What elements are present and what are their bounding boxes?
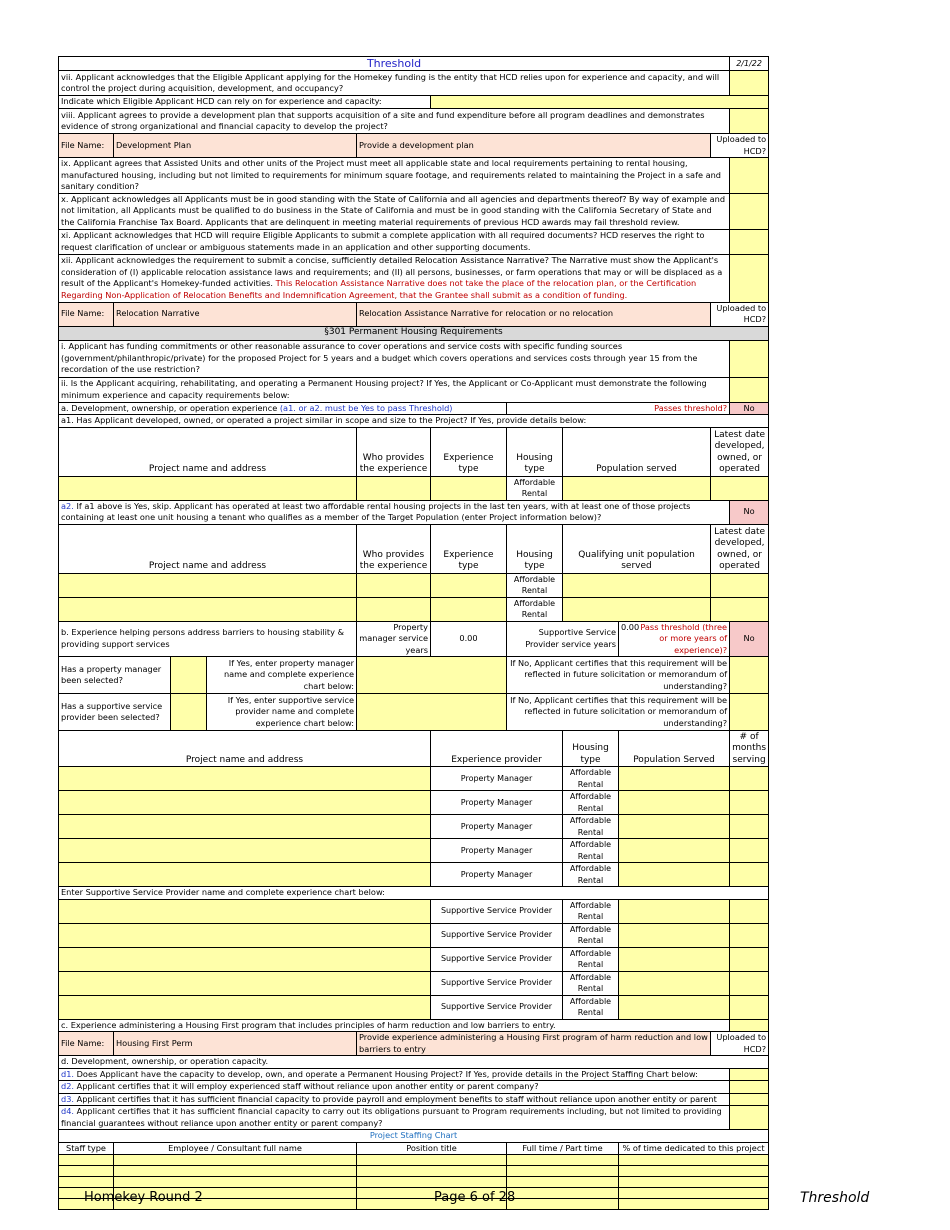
staff-input[interactable] <box>59 1166 114 1177</box>
ss-months-input[interactable] <box>730 923 769 947</box>
experience-provider: Property Manager <box>431 791 563 815</box>
ss-selected-label: Has a supportive service provider been selected? <box>59 694 171 731</box>
date-label: 2/1/22 <box>730 57 769 71</box>
b-pass-text: Pass threshold (three or more years of experience)? <box>640 621 728 655</box>
passes-threshold-label: Passes threshold? <box>507 402 730 415</box>
ss-project-input[interactable] <box>59 971 431 995</box>
pm-months-input[interactable] <box>730 815 769 839</box>
a1-project-input[interactable] <box>59 476 357 500</box>
passes-threshold-value: No <box>730 402 769 415</box>
item-vii: vii. Applicant acknowledges that the Eligible Applicant applying for the Homekey funding is the entity that HCD relies upon for experience and capacity, and will control the project during acquisition, development, and occupancy? <box>59 71 730 96</box>
answer-xii[interactable] <box>730 254 769 302</box>
ss-months-input[interactable] <box>730 947 769 971</box>
answer-x[interactable] <box>730 193 769 229</box>
col-header: Experience type <box>431 427 507 476</box>
col-header: # of months serving <box>730 731 769 767</box>
a2-provider-input[interactable] <box>357 597 431 621</box>
experience-provider: Property Manager <box>431 767 563 791</box>
pm-name-input[interactable] <box>357 657 507 694</box>
ss-population-input[interactable] <box>619 995 730 1019</box>
item-d: d. Development, ownership, or operation capacity. <box>59 1056 769 1069</box>
col-header: Staff type <box>59 1142 114 1155</box>
d3-text: Applicant certifies that it has sufficient financial capacity to provide payroll and employment benefits to staff without reliance upon another entity or parent <box>76 1093 717 1104</box>
d2-text: Applicant certifies that it will employ experienced staff without reliance upon another entity or parent company? <box>76 1081 539 1091</box>
staff-input[interactable] <box>619 1177 769 1188</box>
staff-input[interactable] <box>507 1188 619 1199</box>
housing-type: Affordable Rental <box>563 863 619 887</box>
a2-provider-input[interactable] <box>357 573 431 597</box>
col-header: Position title <box>357 1142 507 1155</box>
d1-text: Does Applicant have the capacity to develop, own, and operate a Permanent Housing Project? If Yes, provide details in the Project Staffing Chart below: <box>76 1068 698 1079</box>
experience-provider: Property Manager <box>431 815 563 839</box>
pm-population-input[interactable] <box>619 815 730 839</box>
col-header: Experience type <box>431 524 507 573</box>
staff-input[interactable] <box>357 1166 507 1177</box>
pm-project-input[interactable] <box>59 863 431 887</box>
ss-months-input[interactable] <box>730 995 769 1019</box>
ss-months-input[interactable] <box>730 899 769 923</box>
staffing-title: Project Staffing Chart <box>59 1130 769 1143</box>
item-d3 <box>59 1093 730 1106</box>
a2-label: a2. <box>61 500 74 511</box>
a2-project-input[interactable] <box>59 597 357 621</box>
item-i: i. Applicant has funding commitments or other reasonable assurance to cover operations and service costs with specific funding sources (government/philanthropic/private) for the proposed Project for 5 years and a budget which covers operations and services costs through year 15 from the recordation of the use restriction? <box>59 340 730 377</box>
pm-project-input[interactable] <box>59 839 431 863</box>
file-name-housing-first: Housing First Perm <box>114 1032 357 1056</box>
pm-years-label: Property manager service years <box>357 621 431 657</box>
eligible-applicant-input[interactable] <box>431 96 769 109</box>
staff-input[interactable] <box>114 1166 357 1177</box>
experience-provider: Supportive Service Provider <box>431 971 563 995</box>
pm-certify-input[interactable] <box>730 657 769 694</box>
staff-input[interactable] <box>619 1188 769 1199</box>
ss-project-input[interactable] <box>59 923 431 947</box>
staff-input[interactable] <box>507 1166 619 1177</box>
d1-label: d1. <box>61 1068 75 1079</box>
pm-population-input[interactable] <box>619 839 730 863</box>
item-c: c. Experience administering a Housing First program that includes principles of harm reduction and low barriers to entry. <box>59 1019 730 1032</box>
answer-d3[interactable] <box>730 1093 769 1106</box>
footer-page-number: Page 6 of 28 <box>434 1190 516 1205</box>
col-header: Latest date developed, owned, or operated <box>711 524 769 573</box>
staff-input[interactable] <box>114 1155 357 1166</box>
item-a1: a1. Has Applicant developed, owned, or operated a project similar in scope and size to the Project? If Yes, provide details below: <box>59 415 769 428</box>
col-header: Who provides the experience <box>357 427 431 476</box>
housing-type: Affordable Rental <box>563 995 619 1019</box>
pm-population-input[interactable] <box>619 767 730 791</box>
xii-text: xii. Applicant acknowledges the requirement to submit a concise, sufficiently detailed Relocation Assistance Narrative? The Narrative must show the Applicant's consideration of (I) applicable relocation assistance laws and requirements; and (II) all persons, businesses, or farm operations that may or will be displaced as a result of the Applicant's Homekey-funded activities. <box>61 255 723 288</box>
item-a-note: (a1. or a2. must be Yes to pass Threshold) <box>279 402 453 413</box>
a2-date-input[interactable] <box>711 597 769 621</box>
ss-project-input[interactable] <box>59 995 431 1019</box>
item-a2 <box>59 500 730 524</box>
file-name-label: File Name: <box>59 1032 114 1056</box>
d3-label: d3. <box>61 1093 75 1104</box>
col-header: Project name and address <box>59 524 357 573</box>
b-pass-label <box>619 621 730 657</box>
ss-certify-input[interactable] <box>730 694 769 731</box>
a2-project-input[interactable] <box>59 573 357 597</box>
d4-label: d4. <box>61 1106 75 1116</box>
threshold-form <box>58 56 768 1210</box>
housing-type: Affordable Rental <box>563 899 619 923</box>
col-header: Qualifying unit population served <box>563 524 711 573</box>
ss-yes-label: If Yes, enter supportive service provider name and complete experience chart below: <box>207 694 357 731</box>
housing-type: Affordable Rental <box>563 791 619 815</box>
uploaded-label: Uploaded to HCD? <box>711 1032 769 1056</box>
a2-experience-input[interactable] <box>431 597 507 621</box>
housing-type: Affordable Rental <box>563 947 619 971</box>
col-header: Project name and address <box>59 731 431 767</box>
a2-population-input[interactable] <box>563 597 711 621</box>
uploaded-label: Uploaded to HCD? <box>711 134 769 158</box>
pm-months-input[interactable] <box>730 839 769 863</box>
answer-c[interactable] <box>730 1019 769 1032</box>
pm-yes-label: If Yes, enter property manager name and complete experience chart below: <box>207 657 357 694</box>
a1-date-input[interactable] <box>711 476 769 500</box>
experience-provider: Property Manager <box>431 839 563 863</box>
a1-experience-input[interactable] <box>431 476 507 500</box>
d2-label: d2. <box>61 1081 75 1091</box>
file-description: Relocation Assistance Narrative for relocation or no relocation <box>357 302 711 326</box>
col-header: Experience provider <box>431 731 563 767</box>
housing-type: Affordable Rental <box>563 815 619 839</box>
item-x: x. Applicant acknowledges all Applicants must be in good standing with the State of California and all agencies and departments thereof? By way of example and not limitation, all Applicants must be qualified to do business in the State of California and must be in good standing with the California Secretary of State and the California Franchise Tax Board. Applicants that are delinquent in meeting material requirements of previous HCD awards may fail threshold review. <box>59 193 730 229</box>
item-xi: xi. Applicant acknowledges that HCD will require Eligible Applicants to submit a complete application with all required documents? HCD reserves the right to request clarification of unclear or ambiguous statements made in an application and other supporting documents. <box>59 229 730 254</box>
b-pass-value: No <box>730 621 769 657</box>
item-b: b. Experience helping persons address barriers to housing stability & providing support services <box>59 621 357 657</box>
pm-months-input[interactable] <box>730 767 769 791</box>
col-header: Latest date developed, owned, or operated <box>711 427 769 476</box>
indicate-label: Indicate which Eligible Applicant HCD can rely on for experience and capacity: <box>59 96 431 109</box>
item-xii <box>59 254 730 302</box>
experience-provider: Supportive Service Provider <box>431 923 563 947</box>
staff-input[interactable] <box>507 1177 619 1188</box>
col-header: Population served <box>563 427 711 476</box>
ss-population-input[interactable] <box>619 923 730 947</box>
staff-input[interactable] <box>619 1199 769 1210</box>
item-ix: ix. Applicant agrees that Assisted Units and other units of the Project must meet all applicable state and local requirements pertaining to rental housing, manufactured housing, including but not limited to requirements for minimum square footage, and requirements related to maintaining the Project in a safe and sanitary condition? <box>59 158 730 194</box>
answer-vii[interactable] <box>730 71 769 96</box>
col-header: % of time dedicated to this project <box>619 1142 769 1155</box>
staff-input[interactable] <box>357 1155 507 1166</box>
ss-selected-input[interactable] <box>171 694 207 731</box>
section-title: §301 Permanent Housing Requirements <box>59 326 769 340</box>
experience-provider: Supportive Service Provider <box>431 947 563 971</box>
item-a-text: a. Development, ownership, or operation experience <box>61 402 278 413</box>
footer-right: Threshold <box>800 1190 870 1206</box>
staff-input[interactable] <box>507 1199 619 1210</box>
staff-input[interactable] <box>619 1166 769 1177</box>
a2-experience-input[interactable] <box>431 573 507 597</box>
a2-population-input[interactable] <box>563 573 711 597</box>
file-description: Provide a development plan <box>357 134 711 158</box>
housing-type: Affordable Rental <box>563 923 619 947</box>
a2-text: If a1 above is Yes, skip. Applicant has operated at least two affordable rental housing projects in the last ten years, with at least one of those projects containing at least one unit housing a tenant who qualifies as a member of the Target Population (enter Project information below)? <box>61 500 691 522</box>
ss-years-label: Supportive Service Provider service years <box>507 621 619 657</box>
experience-provider: Property Manager <box>431 863 563 887</box>
answer-d1[interactable] <box>730 1068 769 1081</box>
ss-population-input[interactable] <box>619 947 730 971</box>
answer-ix[interactable] <box>730 158 769 194</box>
item-viii: viii. Applicant agrees to provide a development plan that supports acquisition of a site and fund expenditure before all program deadlines and demonstrates evidence of strong organizational and financial capacity to develop the project? <box>59 109 730 134</box>
pm-months-input[interactable] <box>730 791 769 815</box>
pm-no-label: If No, Applicant certifies that this requirement will be reflected in future solicitation or memorandum of understanding? <box>507 657 730 694</box>
answer-xi[interactable] <box>730 229 769 254</box>
staff-input[interactable] <box>59 1155 114 1166</box>
file-name-development-plan: Development Plan <box>114 134 357 158</box>
pm-population-input[interactable] <box>619 863 730 887</box>
a2-date-input[interactable] <box>711 573 769 597</box>
col-header: Who provides the experience <box>357 524 431 573</box>
a1-provider-input[interactable] <box>357 476 431 500</box>
answer-viii[interactable] <box>730 109 769 134</box>
housing-type: Affordable Rental <box>563 767 619 791</box>
item-ii: ii. Is the Applicant acquiring, rehabilitating, and operating a Permanent Housing project? If Yes, the Applicant or Co-Applicant must demonstrate the following minimum experience and capacity requirements below: <box>59 377 730 402</box>
answer-d4[interactable] <box>730 1106 769 1130</box>
col-header: Full time / Part time <box>507 1142 619 1155</box>
col-header: Housing type <box>507 524 563 573</box>
housing-type: Affordable Rental <box>563 839 619 863</box>
file-description: Provide experience administering a Housing First program of harm reduction and low barriers to entry <box>357 1032 711 1056</box>
file-name-label: File Name: <box>59 302 114 326</box>
housing-type: Affordable Rental <box>563 971 619 995</box>
ss-name-input[interactable] <box>357 694 507 731</box>
file-name-label: File Name: <box>59 134 114 158</box>
ss-project-input[interactable] <box>59 899 431 923</box>
footer-left: Homekey Round 2 <box>84 1190 203 1205</box>
experience-provider: Supportive Service Provider <box>431 899 563 923</box>
item-a <box>59 402 507 415</box>
pm-project-input[interactable] <box>59 767 431 791</box>
a2-value: No <box>730 500 769 524</box>
a1-population-input[interactable] <box>563 476 711 500</box>
file-name-relocation: Relocation Narrative <box>114 302 357 326</box>
staff-input[interactable] <box>507 1155 619 1166</box>
answer-ii[interactable] <box>730 377 769 402</box>
housing-type: Affordable Rental <box>507 597 563 621</box>
ss-enter-label: Enter Supportive Service Provider name and complete experience chart below: <box>59 887 769 900</box>
d4-text: Applicant certifies that it has sufficient financial capacity to carry out its obligations pursuant to Program requirements including, but not limited to providing financial guarantees without reliance upon another entity or parent company? <box>61 1106 722 1128</box>
ss-population-input[interactable] <box>619 899 730 923</box>
pm-years-value: 0.00 <box>431 621 507 657</box>
item-d2 <box>59 1081 730 1094</box>
col-header: Housing type <box>507 427 563 476</box>
answer-d2[interactable] <box>730 1081 769 1094</box>
pm-population-input[interactable] <box>619 791 730 815</box>
col-header: Project name and address <box>59 427 357 476</box>
pm-selected-label: Has a property manager been selected? <box>59 657 171 694</box>
ss-no-label: If No, Applicant certifies that this requirement will be reflected in future solicitation or memorandum of understanding? <box>507 694 730 731</box>
staff-input[interactable] <box>114 1177 357 1188</box>
pm-project-input[interactable] <box>59 791 431 815</box>
page-title: Threshold <box>59 57 730 71</box>
staff-input[interactable] <box>59 1177 114 1188</box>
pm-project-input[interactable] <box>59 815 431 839</box>
item-d1 <box>59 1068 730 1081</box>
uploaded-label: Uploaded to HCD? <box>711 302 769 326</box>
ss-project-input[interactable] <box>59 947 431 971</box>
answer-i[interactable] <box>730 340 769 377</box>
col-header: Employee / Consultant full name <box>114 1142 357 1155</box>
item-d4 <box>59 1106 730 1130</box>
col-header: Housing type <box>563 731 619 767</box>
staff-input[interactable] <box>619 1155 769 1166</box>
staff-input[interactable] <box>357 1177 507 1188</box>
xii-warning: This Relocation Assistance Narrative does not take the place of the relocation plan, or the Certification Regarding Non-Application of Relocation Benefits and Indemnification Agreement, that the Grantee shall submit as a condition of funding. <box>61 278 697 300</box>
pm-months-input[interactable] <box>730 863 769 887</box>
pm-selected-input[interactable] <box>171 657 207 694</box>
experience-provider: Supportive Service Provider <box>431 995 563 1019</box>
ss-months-input[interactable] <box>730 971 769 995</box>
col-header: Population Served <box>619 731 730 767</box>
ss-population-input[interactable] <box>619 971 730 995</box>
housing-type: Affordable Rental <box>507 476 563 500</box>
ss-years-value: 0.00 <box>621 621 640 632</box>
housing-type: Affordable Rental <box>507 573 563 597</box>
